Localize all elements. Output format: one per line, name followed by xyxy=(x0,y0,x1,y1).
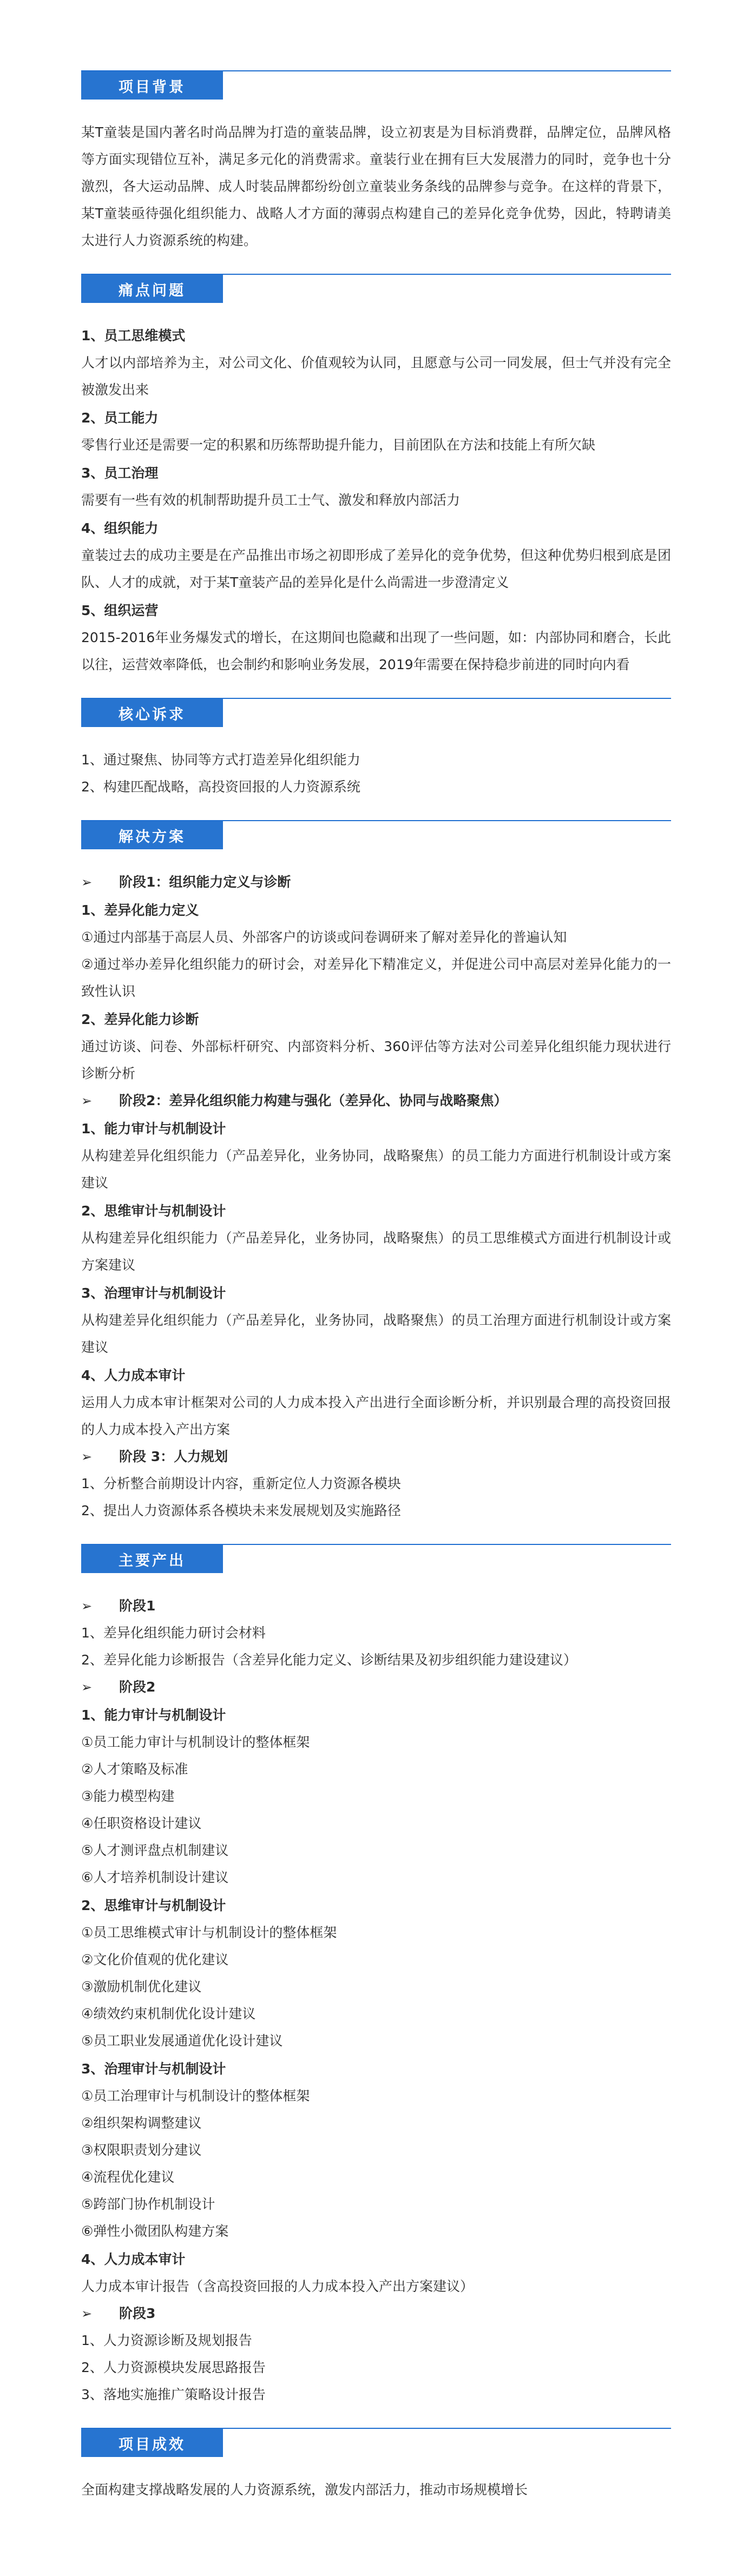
stage-label: 阶段3 xyxy=(119,2306,156,2321)
output-item: ③权限职责划分建议 xyxy=(81,2142,202,2158)
output-item: ⑥人才培养机制设计建议 xyxy=(81,1870,229,1885)
output-item: ②组织架构调整建议 xyxy=(81,2115,202,2131)
output-item: ⑤员工职业发展通道优化设计建议 xyxy=(81,2033,283,2049)
solution-text: 从构建差异化组织能力（产品差异化，业务协同，战略聚焦）的员工思维模式方面进行机制设计或方案建议 xyxy=(81,1230,671,1273)
output-item: ⑥弹性小微团队构建方案 xyxy=(81,2223,229,2239)
stage-label: 阶段 3：人力规划 xyxy=(119,1449,228,1464)
section-header xyxy=(81,2428,671,2460)
pain-heading: 1、员工思维模式 xyxy=(81,328,186,344)
pain-text: 需要有一些有效的机制帮助提升员工士气、激发和释放内部活力 xyxy=(81,492,461,508)
output-item: ①员工能力审计与机制设计的整体框架 xyxy=(81,1734,310,1750)
stage-title xyxy=(81,1593,671,1620)
stage-label: 阶段1：组织能力定义与诊断 xyxy=(119,874,291,890)
section-title: 解决方案 xyxy=(81,821,223,849)
section-header xyxy=(81,70,671,103)
section-pain-points xyxy=(81,274,671,678)
stage-title xyxy=(81,1087,671,1114)
section-outputs xyxy=(81,1544,671,2408)
pain-heading: 3、员工治理 xyxy=(81,465,159,481)
output-item: ④任职资格设计建议 xyxy=(81,1815,202,1831)
section-core-needs xyxy=(81,698,671,801)
output-item: ①员工思维模式审计与机制设计的整体框架 xyxy=(81,1925,337,1940)
output-item: ④流程优化建议 xyxy=(81,2169,175,2185)
results-text: 全面构建支撑战略发展的人力资源系统，激发内部活力，推动市场规模增长 xyxy=(81,2482,528,2498)
output-item: 1、差异化组织能力研讨会材料 xyxy=(81,1625,266,1641)
output-item: ⑤跨部门协作机制设计 xyxy=(81,2196,215,2212)
pain-text: 2015-2016年业务爆发式的增长，在这期间也隐藏和出现了一些问题，如：内部协同和磨合，长此以往，运营效率降低，也会制约和影响业务发展，2019年需要在保持稳步前进的同时向内看 xyxy=(81,630,671,672)
output-heading: 2、思维审计与机制设计 xyxy=(81,1898,226,1913)
section-header xyxy=(81,820,671,853)
output-heading: 1、能力审计与机制设计 xyxy=(81,1707,226,1723)
solution-heading: 1、差异化能力定义 xyxy=(81,902,199,918)
arrow-bullet-icon: ➢ xyxy=(81,1093,93,1108)
solution-text: 从构建差异化组织能力（产品差异化，业务协同，战略聚焦）的员工治理方面进行机制设计或方案建议 xyxy=(81,1312,671,1355)
arrow-bullet-icon: ➢ xyxy=(81,2306,93,2321)
need-item: 1、通过聚焦、协同等方式打造差异化组织能力 xyxy=(81,752,360,768)
output-item: ①员工治理审计与机制设计的整体框架 xyxy=(81,2088,310,2104)
solution-heading: 4、人力成本审计 xyxy=(81,1368,186,1383)
solution-heading: 2、思维审计与机制设计 xyxy=(81,1203,226,1219)
output-item: 2、差异化能力诊断报告（含差异化能力定义、诊断结果及初步组织能力建设建议） xyxy=(81,1652,577,1668)
output-item: ③激励机制优化建议 xyxy=(81,1979,202,1994)
arrow-bullet-icon: ➢ xyxy=(81,1599,93,1614)
output-item: ⑤人才测评盘点机制建议 xyxy=(81,1842,229,1858)
output-item: ②人才策略及标准 xyxy=(81,1761,188,1777)
section-title: 项目背景 xyxy=(81,71,223,100)
solution-text: 1、分析整合前期设计内容，重新定位人力资源各模块 xyxy=(81,1476,401,1491)
output-item: ④绩效约束机制优化设计建议 xyxy=(81,2006,256,2022)
output-heading: 3、治理审计与机制设计 xyxy=(81,2061,226,2077)
section-header xyxy=(81,274,671,306)
section-results xyxy=(81,2428,671,2504)
arrow-bullet-icon: ➢ xyxy=(81,875,93,890)
arrow-bullet-icon: ➢ xyxy=(81,1449,93,1464)
output-item: 人力成本审计报告（含高投资回报的人力成本投入产出方案建议） xyxy=(81,2278,474,2294)
pain-heading: 4、组织能力 xyxy=(81,520,159,536)
solution-text: 2、提出人力资源体系各模块未来发展规划及实施路径 xyxy=(81,1503,401,1518)
stage-label: 阶段1 xyxy=(119,1598,156,1614)
output-item: 2、人力资源模块发展思路报告 xyxy=(81,2360,266,2375)
section-background xyxy=(81,70,671,254)
pain-heading: 2、员工能力 xyxy=(81,410,159,426)
output-item: ③能力模型构建 xyxy=(81,1788,175,1804)
stage-title xyxy=(81,2300,671,2327)
stage-label: 阶段2：差异化组织能力构建与强化（差异化、协同与战略聚焦） xyxy=(119,1093,508,1108)
need-item: 2、构建匹配战略，高投资回报的人力资源系统 xyxy=(81,779,360,795)
solution-text: ①通过内部基于高层人员、外部客户的访谈或问卷调研来了解对差异化的普遍认知 xyxy=(81,929,567,945)
background-paragraph: 某T童装是国内著名时尚品牌为打造的童装品牌，设立初衷是为目标消费群，品牌定位，品牌风格等方面实现错位互补，满足多元化的消费需求。童装行业在拥有巨大发展潜力的同时，竞争也十分激烈，各大运动品牌、成人时装品牌都纷纷创立童装业务条线的品牌参与竞争。在这样的背景下，某T童装亟待强化组织能力、战略人才方面的薄弱点构建自己的差异化竞争优势，因此，特聘请美太进行人力资源系统的构建。 xyxy=(81,124,671,248)
stage-label: 阶段2 xyxy=(119,1679,156,1695)
output-item: ②文化价值观的优化建议 xyxy=(81,1952,229,1967)
arrow-bullet-icon: ➢ xyxy=(81,1680,93,1695)
section-solution xyxy=(81,820,671,1524)
stage-title xyxy=(81,1443,671,1470)
output-item: 3、落地实施推广策略设计报告 xyxy=(81,2387,266,2402)
output-item: 1、人力资源诊断及规划报告 xyxy=(81,2333,252,2348)
solution-text: ②通过举办差异化组织能力的研讨会，对差异化下精准定义，并促进公司中高层对差异化能力的一致性认识 xyxy=(81,956,671,999)
section-title: 项目成效 xyxy=(81,2429,223,2457)
document-page xyxy=(81,70,671,2523)
solution-text: 通过访谈、问卷、外部标杆研究、内部资料分析、360评估等方法对公司差异化组织能力现状进行诊断分析 xyxy=(81,1039,671,1081)
pain-text: 童装过去的成功主要是在产品推出市场之初即形成了差异化的竞争优势，但这种优势归根到底是团队、人才的成就，对于某T童装产品的差异化是什么尚需进一步澄清定义 xyxy=(81,547,671,590)
section-title: 痛点问题 xyxy=(81,275,223,303)
pain-text: 人才以内部培养为主，对公司文化、价值观较为认同，且愿意与公司一同发展，但士气并没有完全被激发出来 xyxy=(81,355,671,398)
stage-title xyxy=(81,869,671,896)
section-header xyxy=(81,1544,671,1576)
pain-text: 零售行业还是需要一定的积累和历练帮助提升能力，目前团队在方法和技能上有所欠缺 xyxy=(81,437,596,453)
stage-title xyxy=(81,1674,671,1701)
solution-text: 运用人力成本审计框架对公司的人力成本投入产出进行全面诊断分析，并识别最合理的高投资回报的人力成本投入产出方案 xyxy=(81,1395,671,1437)
solution-heading: 3、治理审计与机制设计 xyxy=(81,1285,226,1301)
solution-text: 从构建差异化组织能力（产品差异化，业务协同，战略聚焦）的员工能力方面进行机制设计或方案建议 xyxy=(81,1148,671,1191)
solution-heading: 2、差异化能力诊断 xyxy=(81,1012,199,1027)
section-title: 主要产出 xyxy=(81,1545,223,1573)
pain-heading: 5、组织运营 xyxy=(81,603,159,618)
section-header xyxy=(81,698,671,730)
output-heading: 4、人力成本审计 xyxy=(81,2251,186,2267)
solution-heading: 1、能力审计与机制设计 xyxy=(81,1121,226,1137)
section-title: 核心诉求 xyxy=(81,699,223,727)
